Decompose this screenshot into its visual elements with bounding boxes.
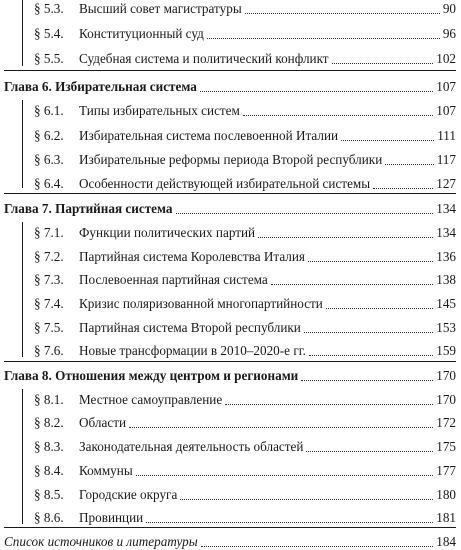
dot-leader bbox=[146, 520, 433, 523]
section-number: § 7.4. bbox=[34, 296, 64, 311]
page-number: 138 bbox=[436, 272, 456, 287]
dot-leader bbox=[258, 235, 433, 238]
toc-chapter-6[interactable] bbox=[0, 75, 461, 95]
dot-leader bbox=[309, 353, 433, 356]
page-number: 145 bbox=[436, 296, 456, 311]
dot-leader bbox=[341, 138, 434, 141]
toc-entry-8-3[interactable] bbox=[0, 435, 461, 455]
section-number: § 8.6. bbox=[34, 510, 64, 525]
dot-leader bbox=[271, 282, 433, 285]
chapter-divider bbox=[4, 193, 456, 194]
section-number: § 7.1. bbox=[34, 225, 64, 240]
dot-leader bbox=[200, 89, 433, 92]
section-title: Провинции bbox=[79, 510, 144, 525]
page-number: 111 bbox=[437, 128, 456, 143]
dot-leader bbox=[129, 425, 433, 428]
section-number: § 5.3. bbox=[34, 1, 64, 16]
toc-entry-7-3[interactable] bbox=[0, 268, 461, 288]
section-title: Новые трансформации в 2010–2020-е гг. bbox=[79, 343, 306, 358]
toc-references[interactable] bbox=[0, 530, 461, 550]
page-number: 136 bbox=[436, 249, 456, 264]
section-number: § 6.3. bbox=[34, 152, 64, 167]
toc-entry-8-2[interactable] bbox=[0, 411, 461, 431]
chapter-divider bbox=[4, 527, 456, 528]
section-title: Кризис поляризованной многопартийности bbox=[79, 296, 323, 311]
dot-leader bbox=[136, 473, 434, 476]
dot-leader bbox=[306, 449, 433, 452]
section-number: § 7.5. bbox=[34, 320, 64, 335]
section-title: Законодательная деятельность областей bbox=[79, 439, 304, 454]
toc-entry-7-1[interactable] bbox=[0, 221, 461, 241]
section-number: § 8.2. bbox=[34, 415, 64, 430]
page-number: 96 bbox=[442, 26, 456, 41]
toc-entry-5-4[interactable] bbox=[0, 22, 461, 42]
section-title: Партийная система Второй республики bbox=[79, 320, 301, 335]
dot-leader bbox=[243, 113, 433, 116]
toc-entry-5-3[interactable] bbox=[0, 0, 461, 17]
section-title: Коммуны bbox=[79, 463, 133, 478]
toc-entry-5-5[interactable] bbox=[0, 47, 461, 67]
toc-chapter-7[interactable] bbox=[0, 197, 461, 217]
page-number: 107 bbox=[436, 79, 456, 94]
toc-chapter-8[interactable] bbox=[0, 364, 461, 384]
section-title: Судебная система и политический конфликт bbox=[79, 51, 329, 66]
section-bracket-line bbox=[22, 100, 23, 188]
page-number: 180 bbox=[436, 487, 456, 502]
dot-leader bbox=[301, 378, 433, 381]
dot-leader bbox=[180, 497, 433, 500]
toc-entry-8-5[interactable] bbox=[0, 483, 461, 503]
section-title: Особенности действующей избирательной системы bbox=[79, 176, 371, 191]
section-number: § 8.5. bbox=[34, 487, 64, 502]
toc-entry-6-2[interactable] bbox=[0, 124, 461, 144]
toc-entry-7-6[interactable] bbox=[0, 339, 461, 359]
dot-leader bbox=[332, 61, 434, 64]
page-number: 117 bbox=[436, 152, 456, 167]
toc-entry-7-5[interactable] bbox=[0, 316, 461, 336]
dot-leader bbox=[373, 186, 433, 189]
section-title: Избирательная система послевоенной Италии bbox=[79, 128, 339, 143]
chapter-divider bbox=[4, 70, 456, 71]
section-bracket-line bbox=[22, 222, 23, 357]
dot-leader bbox=[225, 402, 433, 405]
section-number: § 7.6. bbox=[34, 343, 64, 358]
section-number: § 5.4. bbox=[34, 26, 64, 41]
section-title: Высший совет магистратуры bbox=[79, 1, 242, 16]
page-number: 107 bbox=[436, 103, 456, 118]
section-number: § 5.5. bbox=[34, 51, 64, 66]
toc-entry-7-2[interactable] bbox=[0, 245, 461, 265]
page-number: 90 bbox=[442, 1, 456, 16]
page-number: 134 bbox=[436, 225, 456, 240]
section-number: § 8.3. bbox=[34, 439, 64, 454]
dot-leader bbox=[308, 259, 433, 262]
page-number: 102 bbox=[436, 51, 456, 66]
page-number: 172 bbox=[436, 415, 456, 430]
page-number: 159 bbox=[436, 343, 456, 358]
page-number: 175 bbox=[436, 439, 456, 454]
toc-entry-6-3[interactable] bbox=[0, 148, 461, 168]
section-title: Послевоенная партийная система bbox=[79, 272, 268, 287]
page-number: 184 bbox=[436, 534, 456, 549]
section-number: § 8.1. bbox=[34, 392, 64, 407]
page-number: 181 bbox=[436, 510, 456, 525]
dot-leader bbox=[201, 544, 434, 547]
dot-leader bbox=[326, 306, 433, 309]
section-title: Партийная система Королевства Италия bbox=[79, 249, 306, 264]
page-number: 170 bbox=[436, 368, 456, 383]
dot-leader bbox=[207, 36, 440, 39]
page-number: 127 bbox=[436, 176, 456, 191]
page-number: 177 bbox=[436, 463, 456, 478]
section-number: § 6.1. bbox=[34, 103, 64, 118]
dot-leader bbox=[176, 211, 434, 214]
toc-entry-8-1[interactable] bbox=[0, 388, 461, 408]
section-title: Конституционный суд bbox=[79, 26, 204, 41]
section-number: § 6.2. bbox=[34, 128, 64, 143]
chapter-title: Глава 7. Партийная система bbox=[4, 201, 173, 216]
page-number: 170 bbox=[436, 392, 456, 407]
toc-entry-8-6[interactable] bbox=[0, 506, 461, 526]
toc-entry-8-4[interactable] bbox=[0, 459, 461, 479]
section-title: Городские округа bbox=[79, 487, 178, 502]
section-number: § 7.3. bbox=[34, 272, 64, 287]
page-number: 153 bbox=[436, 320, 456, 335]
toc-entry-7-4[interactable] bbox=[0, 292, 461, 312]
section-number: § 6.4. bbox=[34, 176, 64, 191]
section-number: § 7.2. bbox=[34, 249, 64, 264]
dot-leader bbox=[245, 11, 440, 14]
dot-leader bbox=[385, 162, 433, 165]
section-number: § 8.4. bbox=[34, 463, 64, 478]
dot-leader bbox=[304, 330, 433, 333]
section-title: Местное самоуправление bbox=[79, 392, 223, 407]
section-bracket-line bbox=[22, 389, 23, 524]
chapter-divider bbox=[4, 361, 456, 362]
section-title: Типы избирательных систем bbox=[79, 103, 240, 118]
section-title: Области bbox=[79, 415, 127, 430]
chapter-title: Глава 8. Отношения между центром и регионами bbox=[4, 368, 299, 383]
section-title: Избирательные реформы периода Второй республики bbox=[79, 152, 383, 167]
toc-entry-6-1[interactable] bbox=[0, 99, 461, 119]
references-title: Список источников и литературы bbox=[4, 534, 198, 549]
chapter-title: Глава 6. Избирательная система bbox=[4, 79, 197, 94]
page-number: 134 bbox=[436, 201, 456, 216]
section-bracket-line bbox=[22, 0, 23, 66]
section-title: Функции политических партий bbox=[79, 225, 256, 240]
toc-entry-6-4[interactable] bbox=[0, 172, 461, 192]
